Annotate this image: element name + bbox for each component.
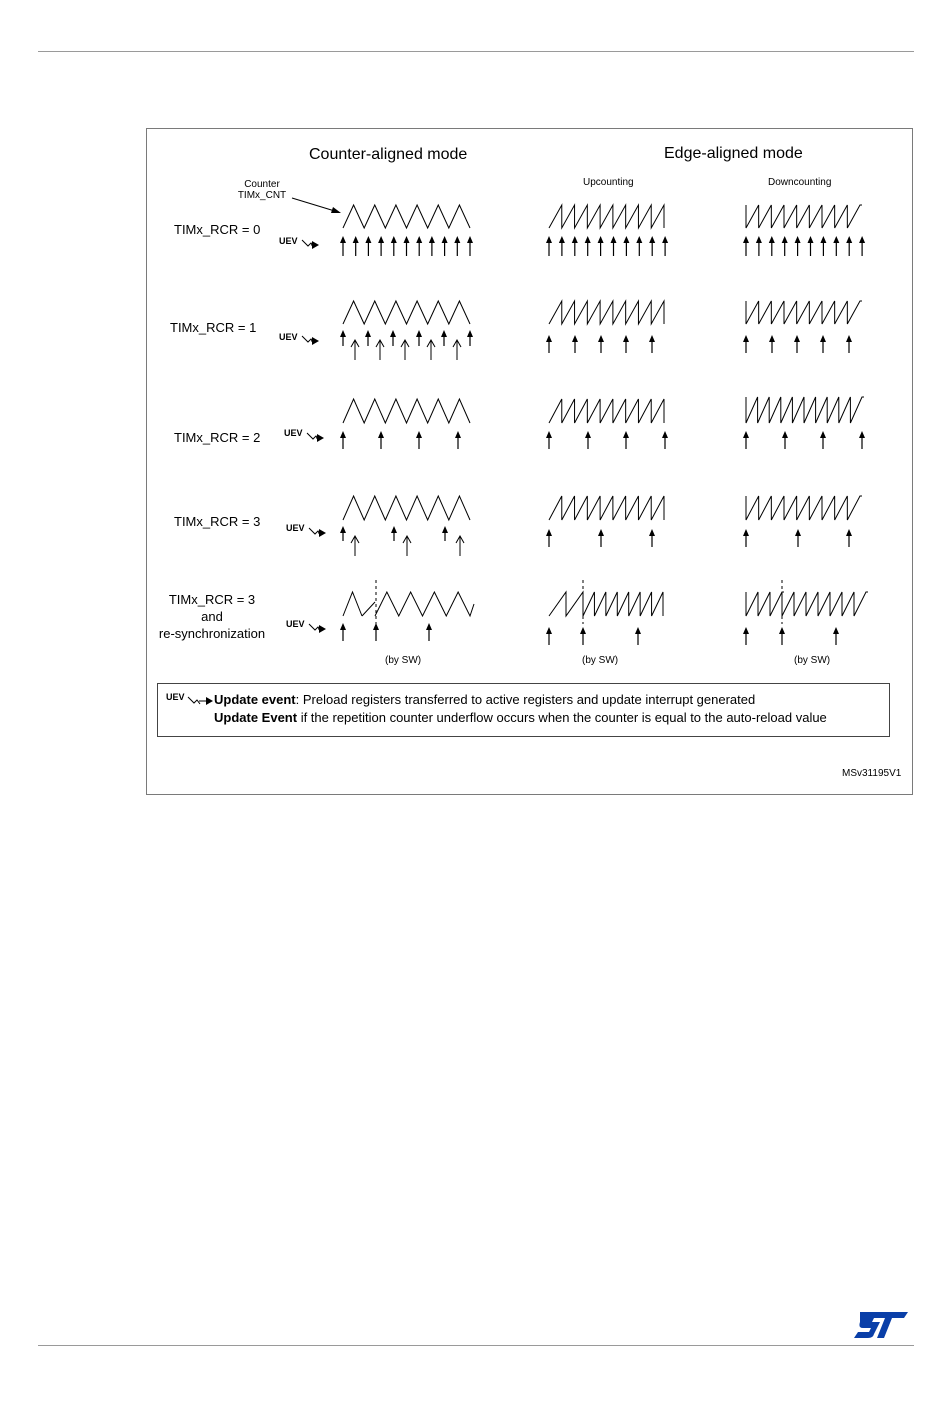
row3-center-arrow-0-head [340, 431, 346, 438]
row1-center-arrow-8-head [442, 236, 448, 243]
row4-center-arrow-1-head [391, 526, 397, 533]
row3-up-arrow-2-head [623, 431, 629, 438]
row5-down-arrow-1-head [779, 627, 785, 634]
row1-up-arrow-7-head [636, 236, 642, 243]
uev-label-row5: UEV [286, 619, 305, 629]
row2-up-arrow-3-head [623, 335, 629, 342]
row-label-rcr3: TIMx_RCR = 3 [174, 514, 261, 529]
row5-up-wave-b [583, 592, 663, 616]
row2-center-wave [343, 301, 470, 324]
row4-down-arrow-2-head [846, 529, 852, 536]
row1-center-arrow-7-head [429, 236, 435, 243]
figure-id: MSv31195V1 [842, 768, 902, 779]
row5-center-arrow-1-head [373, 623, 379, 630]
row1-up-arrow-6-head [623, 236, 629, 243]
row3-center-arrow-1-head [378, 431, 384, 438]
row4-down-wave [746, 496, 862, 520]
legend-line-2-text: if the repetition counter underflow occurs when the counter is equal to the auto-reload value [297, 710, 827, 725]
counter-pointer-head [331, 207, 341, 213]
row2-center-arrow-3-head [416, 330, 422, 337]
counter-label-line1: Counter [244, 179, 280, 190]
row4-up-arrow-0-head [546, 529, 552, 536]
row2-up-wave [549, 301, 664, 324]
row2-down-wave [746, 301, 862, 324]
row3-down-arrow-0-head [743, 431, 749, 438]
row5-center-wave-a [343, 592, 362, 616]
row5-center-arrow-0-head [340, 623, 346, 630]
row3-up-arrow-0-head [546, 431, 552, 438]
row2-center-arrow-0-head [340, 330, 346, 337]
legend-line-2 [214, 710, 827, 725]
row1-up-arrow-1-head [559, 236, 565, 243]
row2-center-arrow-4-head [441, 330, 447, 337]
row2-center-arrow-1-head [365, 330, 371, 337]
row-label-resync-line2: and [201, 609, 223, 624]
row1-center-arrow-10-head [467, 236, 473, 243]
row4-center-arrow-0-head [340, 526, 346, 533]
row1-down-arrow-5-head [808, 236, 814, 243]
row1-up-arrow-4-head [598, 236, 604, 243]
row5-up-arrow-1-head [580, 627, 586, 634]
row1-center-arrow-5-head [404, 236, 410, 243]
row1-down-arrow-8-head [846, 236, 852, 243]
counter-label-line2: TIMx_CNT [237, 190, 287, 201]
row1-down-arrow-2-head [769, 236, 775, 243]
row1-down-arrow-9-head [859, 236, 865, 243]
row3-down-arrow-1-head [782, 431, 788, 438]
row1-down-arrow-0-head [743, 236, 749, 243]
row1-center-arrow-0-head [340, 236, 346, 243]
counter-pointer-line [292, 198, 338, 212]
legend-line-1-bold: Update event [214, 692, 296, 707]
row1-center-wave [343, 205, 470, 228]
row4-down-arrow-1-head [795, 529, 801, 536]
row5-center-wave-cut [362, 602, 375, 616]
by-sw-up: (by SW) [582, 655, 619, 666]
by-sw-center: (by SW) [385, 655, 422, 666]
row1-down-arrow-1-head [756, 236, 762, 243]
row-label-rcr2: TIMx_RCR = 2 [174, 430, 261, 445]
row4-up-arrow-1-head [598, 529, 604, 536]
row3-center-arrow-3-head [455, 431, 461, 438]
row3-up-arrow-1-head [585, 431, 591, 438]
row3-center-arrow-2-head [416, 431, 422, 438]
row1-up-arrow-9-head [662, 236, 668, 243]
uev-label-row1: UEV [279, 236, 298, 246]
row1-up-arrow-8-head [649, 236, 655, 243]
row2-down-arrow-1-head [769, 335, 775, 342]
row4-down-arrow-0-head [743, 529, 749, 536]
row2-down-arrow-3-head [820, 335, 826, 342]
row2-up-arrow-2-head [598, 335, 604, 342]
downcounting-title: Downcounting [768, 177, 832, 188]
row1-center-arrow-3-head [378, 236, 384, 243]
row3-up-wave [549, 399, 664, 423]
by-sw-down: (by SW) [794, 655, 831, 666]
row4-center-wave [343, 496, 470, 520]
row-label-resync-line3: re-synchronization [158, 626, 266, 641]
row1-center-arrow-6-head [416, 236, 422, 243]
upcounting-title: Upcounting [583, 177, 634, 188]
row1-down-wave [746, 205, 862, 228]
row3-up-arrow-3-head [662, 431, 668, 438]
row5-up-arrow-2-head [635, 627, 641, 634]
row2-down-arrow-0-head [743, 335, 749, 342]
row-label-resync-line1: TIMx_RCR = 3 [168, 592, 256, 607]
row1-up-wave [549, 205, 664, 228]
legend-line-2-bold: Update Event [214, 710, 298, 725]
uev-label-row2: UEV [279, 332, 298, 342]
legend-uev-label: UEV [166, 692, 185, 702]
row2-up-arrow-4-head [649, 335, 655, 342]
row3-down-arrow-2-head [820, 431, 826, 438]
st-logo-shape [854, 1312, 908, 1338]
row5-center-arrow-2-head [426, 623, 432, 630]
row-label-rcr0: TIMx_RCR = 0 [174, 222, 261, 237]
row1-center-arrow-1-head [353, 236, 359, 243]
legend-line-1 [214, 692, 755, 707]
uev-label-row3: UEV [284, 428, 303, 438]
row1-down-arrow-3-head [782, 236, 788, 243]
row1-center-arrow-2-head [365, 236, 371, 243]
row5-up-arrow-0-head [546, 627, 552, 634]
row3-down-wave [746, 397, 864, 423]
st-logo [852, 1310, 910, 1340]
row5-up-wave-a [549, 592, 583, 616]
uev-label-row4: UEV [286, 523, 305, 533]
row2-center-arrow-5-head [467, 330, 473, 337]
footer-rule [38, 1345, 914, 1346]
row1-center-arrow-9-head [454, 236, 460, 243]
row4-up-arrow-2-head [649, 529, 655, 536]
row4-up-wave [549, 496, 664, 520]
row3-down-arrow-3-head [859, 431, 865, 438]
row1-center-arrow-4-head [391, 236, 397, 243]
row1-up-arrow-3-head [585, 236, 591, 243]
row5-down-arrow-0-head [743, 627, 749, 634]
edge-aligned-title: Edge-aligned mode [664, 145, 803, 162]
row1-up-arrow-0-head [546, 236, 552, 243]
row1-down-arrow-4-head [795, 236, 801, 243]
row4-center-arrow-2-head [442, 526, 448, 533]
row5-down-wave-b [782, 592, 868, 616]
counter-aligned-title: Counter-aligned mode [309, 146, 468, 163]
row1-down-arrow-7-head [833, 236, 839, 243]
row2-down-arrow-2-head [794, 335, 800, 342]
row-label-rcr3-resync [148, 591, 276, 642]
row2-center-arrow-2-head [390, 330, 396, 337]
row1-up-arrow-5-head [611, 236, 617, 243]
row2-up-arrow-1-head [572, 335, 578, 342]
row-label-rcr1: TIMx_RCR = 1 [170, 320, 257, 335]
row2-down-arrow-4-head [846, 335, 852, 342]
row5-down-arrow-2-head [833, 627, 839, 634]
row1-down-arrow-6-head [820, 236, 826, 243]
counter-label [230, 179, 294, 201]
row5-center-wave-b [375, 592, 474, 616]
legend-line-1-text: : Preload registers transferred to active registers and update interrupt generated [295, 692, 756, 707]
row2-up-arrow-0-head [546, 335, 552, 342]
row1-up-arrow-2-head [572, 236, 578, 243]
row5-down-wave-a [746, 592, 784, 616]
row3-center-wave [343, 399, 470, 423]
